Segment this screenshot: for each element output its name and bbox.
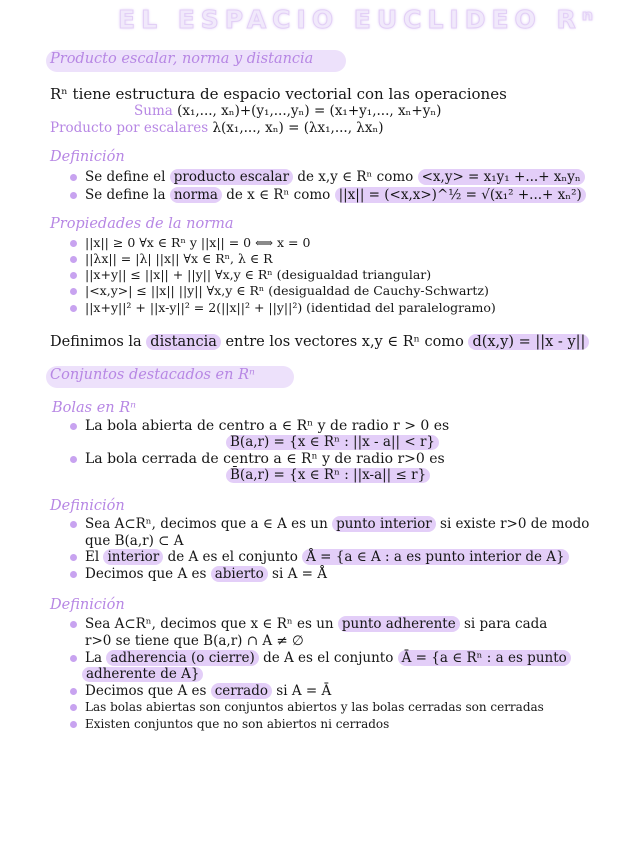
highlight-producto-escalar: producto escalar [170, 169, 293, 185]
def2-bullet-2: El interior de A es el conjunto Å = {a ∈ A : a es punto interior de A} [70, 550, 569, 565]
producto-line [50, 121, 384, 136]
distancia-line: Definimos la distancia entre los vectores x,y ∈ Rⁿ como d(x,y) = ||x - y|| [50, 335, 589, 351]
definicion-title-2: Definición [50, 498, 125, 514]
def3-bullet-1-cont: r>0 se tiene que B(a,r) ∩ A ≠ ∅ [85, 633, 304, 649]
bullet-dot [70, 704, 77, 711]
bullet-dot [70, 192, 77, 199]
def3-bullet-5: Existen conjuntos que no son abiertos ni cerrados [70, 718, 389, 731]
section-heading-producto: Producto escalar, norma y distancia [50, 51, 314, 67]
propiedad-item: ||x+y|| ≤ ||x|| + ||y|| ∀x,y ∈ Rⁿ (desigualdad triangular) [70, 268, 431, 282]
formula-bola-cerrada: B̄(a,r) = {x ∈ Rⁿ : ||x-a|| ≤ r} [226, 468, 430, 483]
propiedad-item: |<x,y>| ≤ ||x|| ||y|| ∀x,y ∈ Rⁿ (desigualdad de Cauchy-Schwartz) [70, 284, 489, 298]
bullet-dot [70, 423, 77, 430]
suma-label: Suma [134, 103, 173, 119]
propiedad-item: ||x|| ≥ 0 ∀x ∈ Rⁿ y ||x|| = 0 ⟺ x = 0 [70, 236, 310, 250]
bolas-bullet-1: La bola abierta de centro a ∈ Rⁿ y de radio r > 0 es [70, 419, 449, 434]
formula-producto-escalar: <x,y> = x₁y₁ +...+ xₙyₙ [418, 169, 585, 185]
highlight-distancia: distancia [146, 334, 221, 350]
def3-bullet-3: Decimos que A es cerrado si A = Ā [70, 684, 331, 699]
section-heading-conjuntos: Conjuntos destacados en Rⁿ [50, 367, 255, 383]
formula-adherencia-cont: adherente de A} [82, 667, 203, 682]
bullet-dot [70, 174, 77, 181]
formula-interior: Å = {a ∈ A : a es punto interior de A} [302, 549, 569, 565]
def2-bullet-1: Sea A⊂Rⁿ, decimos que a ∈ A es un punto interior si existe r>0 de modo [70, 517, 589, 532]
def3-bullet-1: Sea A⊂Rⁿ, decimos que x ∈ Rⁿ es un punto adherente si para cada [70, 617, 547, 632]
formula-adherencia: Ā = {a ∈ Rⁿ : a es punto [398, 650, 571, 666]
bullet-dot [70, 688, 77, 695]
bullet-dot [70, 256, 77, 263]
definicion-title-1: Definición [50, 149, 125, 165]
bullet-dot [70, 571, 77, 578]
bullet-dot [70, 240, 77, 247]
def2-bullet-1-cont: que B(a,r) ⊂ A [85, 533, 184, 549]
bullet-dot [70, 521, 77, 528]
highlight-norma: norma [170, 187, 222, 203]
bullet-dot [70, 305, 77, 312]
def3-bullet-2: La adherencia (o cierre) de A es el conjunto Ā = {a ∈ Rⁿ : a es punto [70, 651, 571, 666]
page-title: EL ESPACIO EUCLIDEO Rⁿ [118, 5, 600, 34]
definicion-title-3: Definición [50, 597, 125, 613]
highlight-punto-interior: punto interior [332, 516, 436, 532]
bullet-dot [70, 554, 77, 561]
formula-distancia: d(x,y) = ||x - y|| [468, 334, 589, 350]
propiedades-title: Propiedades de la norma [50, 216, 234, 232]
highlight-adherencia: adherencia (o cierre) [106, 650, 258, 666]
def2-bullet-3: Decimos que A es abierto si A = Å [70, 567, 327, 582]
formula-bola-abierta: B(a,r) = {x ∈ Rⁿ : ||x - a|| < r} [226, 435, 439, 450]
suma-formula: (x₁,..., xₙ)+(y₁,...,yₙ) = (x₁+y₁,..., xₙ+yₙ) [177, 103, 442, 119]
bullet-dot [70, 288, 77, 295]
producto-label: Producto por escalares [50, 120, 209, 136]
propiedad-item: ||x+y||² + ||x-y||² = 2(||x||² + ||y||²) (identidad del paralelogramo) [70, 301, 496, 315]
intro-text: Rⁿ tiene estructura de espacio vectorial con las operaciones [50, 85, 507, 103]
bullet-dot [70, 272, 77, 279]
highlight-cerrado: cerrado [211, 683, 272, 699]
def1-bullet-1: Se define el producto escalar de x,y ∈ Rⁿ como <x,y> = x₁y₁ +...+ xₙyₙ [70, 170, 585, 185]
highlight-interior: interior [103, 549, 163, 565]
bullet-dot [70, 721, 77, 728]
def3-bullet-4: Las bolas abiertas son conjuntos abiertos y las bolas cerradas son cerradas [70, 701, 544, 714]
highlight-punto-adherente: punto adherente [338, 616, 460, 632]
suma-line [134, 104, 441, 119]
bolas-title: Bolas en Rⁿ [52, 400, 137, 416]
bullet-dot [70, 655, 77, 662]
bullet-dot [70, 621, 77, 628]
producto-formula: λ(x₁,..., xₙ) = (λx₁,..., λxₙ) [212, 120, 384, 136]
propiedad-item: ||λx|| = |λ| ||x|| ∀x ∈ Rⁿ, λ ∈ R [70, 252, 273, 266]
formula-norma: ||x|| = (<x,x>)^½ = √(x₁² +...+ xₙ²) [335, 187, 586, 203]
highlight-abierto: abierto [211, 566, 268, 582]
bolas-bullet-2: La bola cerrada de centro a ∈ Rⁿ y de radio r>0 es [70, 452, 445, 467]
bullet-dot [70, 456, 77, 463]
def1-bullet-2: Se define la norma de x ∈ Rⁿ como ||x|| = (<x,x>)^½ = √(x₁² +...+ xₙ²) [70, 188, 586, 203]
